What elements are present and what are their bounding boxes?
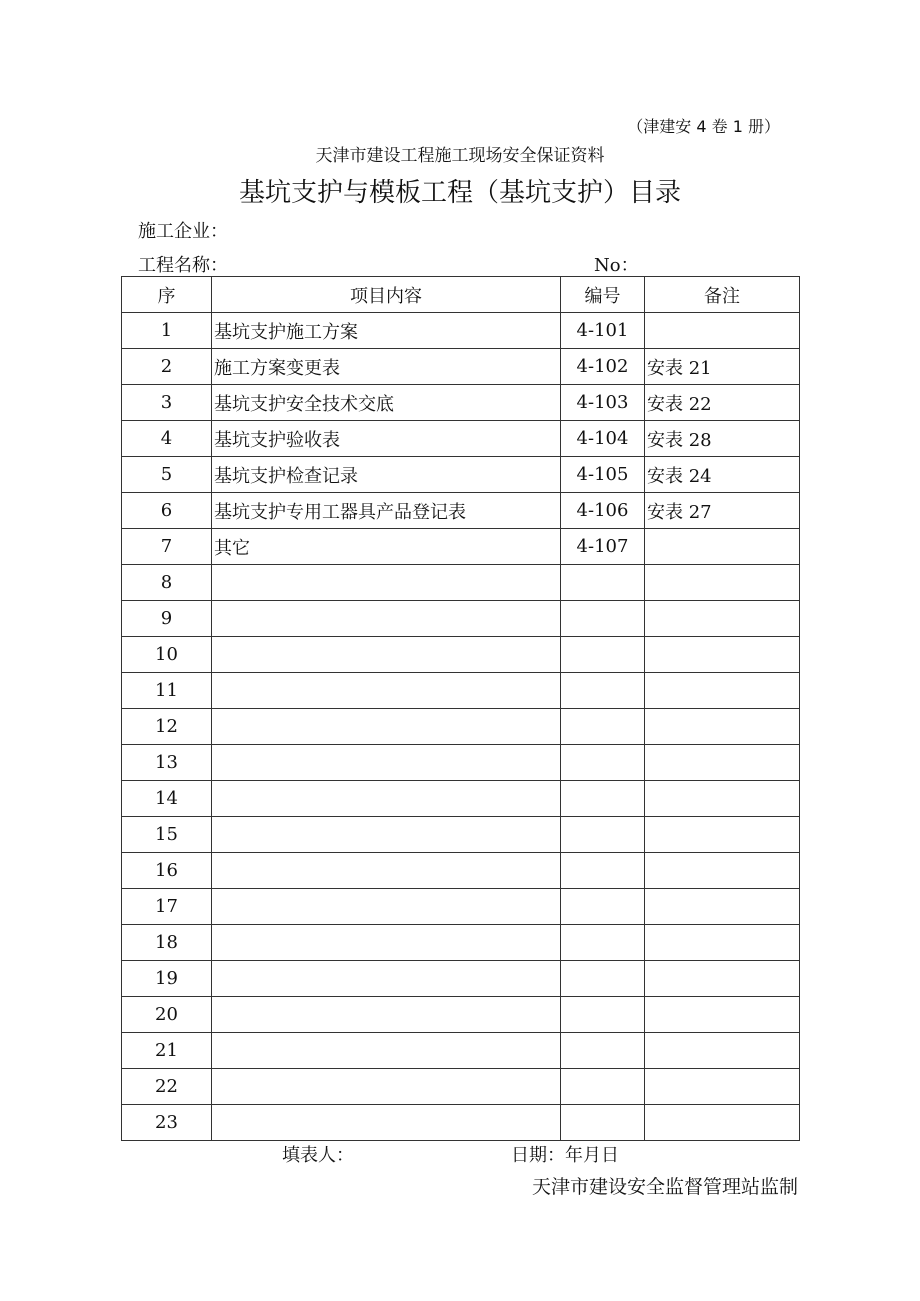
row-note bbox=[645, 637, 800, 673]
row-note bbox=[645, 781, 800, 817]
table-row bbox=[122, 709, 800, 745]
row-seq: 3 bbox=[122, 385, 212, 421]
volume-reference: （津建安 4 卷 1 册） bbox=[627, 117, 780, 136]
row-code bbox=[561, 781, 645, 817]
table-row bbox=[122, 529, 800, 565]
row-note bbox=[645, 601, 800, 637]
row-seq: 23 bbox=[122, 1105, 212, 1141]
table-row bbox=[122, 673, 800, 709]
header-seq: 序 bbox=[122, 277, 212, 313]
row-code: 4-102 bbox=[561, 349, 645, 385]
row-code bbox=[561, 1069, 645, 1105]
table-row bbox=[122, 457, 800, 493]
row-item: 基坑支护专用工器具产品登记表 bbox=[212, 493, 561, 529]
row-seq: 21 bbox=[122, 1033, 212, 1069]
table-row bbox=[122, 1105, 800, 1141]
row-seq: 22 bbox=[122, 1069, 212, 1105]
row-item bbox=[212, 745, 561, 781]
table-row bbox=[122, 781, 800, 817]
table-row bbox=[122, 565, 800, 601]
row-seq: 10 bbox=[122, 637, 212, 673]
row-note bbox=[645, 997, 800, 1033]
row-code bbox=[561, 709, 645, 745]
table-row bbox=[122, 385, 800, 421]
row-note bbox=[645, 853, 800, 889]
row-item: 基坑支护验收表 bbox=[212, 421, 561, 457]
table-row bbox=[122, 313, 800, 349]
date-label: 日期：年月日 bbox=[511, 1145, 619, 1166]
row-item bbox=[212, 997, 561, 1033]
document-number-label: No： bbox=[594, 255, 639, 276]
row-note bbox=[645, 709, 800, 745]
row-code: 4-104 bbox=[561, 421, 645, 457]
row-item bbox=[212, 637, 561, 673]
row-note: 安表 21 bbox=[645, 349, 800, 385]
row-code bbox=[561, 889, 645, 925]
row-note: 安表 28 bbox=[645, 421, 800, 457]
row-note bbox=[645, 673, 800, 709]
table-row bbox=[122, 817, 800, 853]
issuer-text: 天津市建设安全监督管理站监制 bbox=[531, 1176, 798, 1198]
row-seq: 11 bbox=[122, 673, 212, 709]
row-seq: 12 bbox=[122, 709, 212, 745]
row-seq: 5 bbox=[122, 457, 212, 493]
row-seq: 13 bbox=[122, 745, 212, 781]
row-note bbox=[645, 961, 800, 997]
row-note bbox=[645, 1033, 800, 1069]
catalog-table bbox=[121, 276, 800, 1141]
company-field-label: 施工企业： bbox=[138, 221, 228, 242]
table-row bbox=[122, 1033, 800, 1069]
row-note bbox=[645, 313, 800, 349]
row-code bbox=[561, 637, 645, 673]
row-code bbox=[561, 925, 645, 961]
table-row bbox=[122, 889, 800, 925]
row-note bbox=[645, 1105, 800, 1141]
filler-label: 填表人： bbox=[282, 1145, 354, 1166]
row-item bbox=[212, 961, 561, 997]
row-code: 4-103 bbox=[561, 385, 645, 421]
row-code bbox=[561, 745, 645, 781]
row-code: 4-101 bbox=[561, 313, 645, 349]
table-body bbox=[122, 313, 800, 1141]
row-seq: 7 bbox=[122, 529, 212, 565]
row-note: 安表 27 bbox=[645, 493, 800, 529]
row-code bbox=[561, 1033, 645, 1069]
row-seq: 19 bbox=[122, 961, 212, 997]
row-item bbox=[212, 817, 561, 853]
header-note: 备注 bbox=[645, 277, 800, 313]
row-code bbox=[561, 673, 645, 709]
row-seq: 17 bbox=[122, 889, 212, 925]
row-item bbox=[212, 781, 561, 817]
table-row bbox=[122, 493, 800, 529]
row-item: 基坑支护施工方案 bbox=[212, 313, 561, 349]
table-row bbox=[122, 637, 800, 673]
row-seq: 2 bbox=[122, 349, 212, 385]
row-item bbox=[212, 889, 561, 925]
table-header-row bbox=[122, 277, 800, 313]
row-note bbox=[645, 889, 800, 925]
row-seq: 15 bbox=[122, 817, 212, 853]
row-code bbox=[561, 997, 645, 1033]
series-title: 天津市建设工程施工现场安全保证资料 bbox=[315, 146, 605, 166]
table-row bbox=[122, 1069, 800, 1105]
table-row bbox=[122, 601, 800, 637]
row-seq: 14 bbox=[122, 781, 212, 817]
row-note bbox=[645, 925, 800, 961]
row-code bbox=[561, 601, 645, 637]
row-seq: 4 bbox=[122, 421, 212, 457]
row-item: 基坑支护检查记录 bbox=[212, 457, 561, 493]
row-item: 施工方案变更表 bbox=[212, 349, 561, 385]
row-code bbox=[561, 961, 645, 997]
table-row bbox=[122, 349, 800, 385]
row-item bbox=[212, 853, 561, 889]
table-row bbox=[122, 853, 800, 889]
row-seq: 6 bbox=[122, 493, 212, 529]
row-seq: 16 bbox=[122, 853, 212, 889]
row-code bbox=[561, 853, 645, 889]
row-item bbox=[212, 709, 561, 745]
row-item bbox=[212, 1069, 561, 1105]
row-item bbox=[212, 601, 561, 637]
table-row bbox=[122, 961, 800, 997]
row-note bbox=[645, 565, 800, 601]
row-item bbox=[212, 673, 561, 709]
row-note: 安表 24 bbox=[645, 457, 800, 493]
row-code bbox=[561, 565, 645, 601]
table-row bbox=[122, 925, 800, 961]
row-item bbox=[212, 1105, 561, 1141]
row-code bbox=[561, 817, 645, 853]
row-note: 安表 22 bbox=[645, 385, 800, 421]
row-item: 基坑支护安全技术交底 bbox=[212, 385, 561, 421]
row-seq: 9 bbox=[122, 601, 212, 637]
table-row bbox=[122, 745, 800, 781]
row-code bbox=[561, 1105, 645, 1141]
table-row bbox=[122, 997, 800, 1033]
row-code: 4-107 bbox=[561, 529, 645, 565]
header-code: 编号 bbox=[561, 277, 645, 313]
header-item: 项目内容 bbox=[212, 277, 561, 313]
row-item bbox=[212, 925, 561, 961]
row-seq: 20 bbox=[122, 997, 212, 1033]
row-item bbox=[212, 565, 561, 601]
row-seq: 1 bbox=[122, 313, 212, 349]
row-item bbox=[212, 1033, 561, 1069]
page-title: 基坑支护与模板工程（基坑支护）目录 bbox=[238, 178, 681, 208]
row-code: 4-105 bbox=[561, 457, 645, 493]
table-row bbox=[122, 421, 800, 457]
row-note bbox=[645, 817, 800, 853]
row-note bbox=[645, 745, 800, 781]
row-item: 其它 bbox=[212, 529, 561, 565]
row-code: 4-106 bbox=[561, 493, 645, 529]
row-seq: 18 bbox=[122, 925, 212, 961]
row-note bbox=[645, 529, 800, 565]
row-seq: 8 bbox=[122, 565, 212, 601]
project-name-field-label: 工程名称： bbox=[138, 255, 228, 276]
row-note bbox=[645, 1069, 800, 1105]
